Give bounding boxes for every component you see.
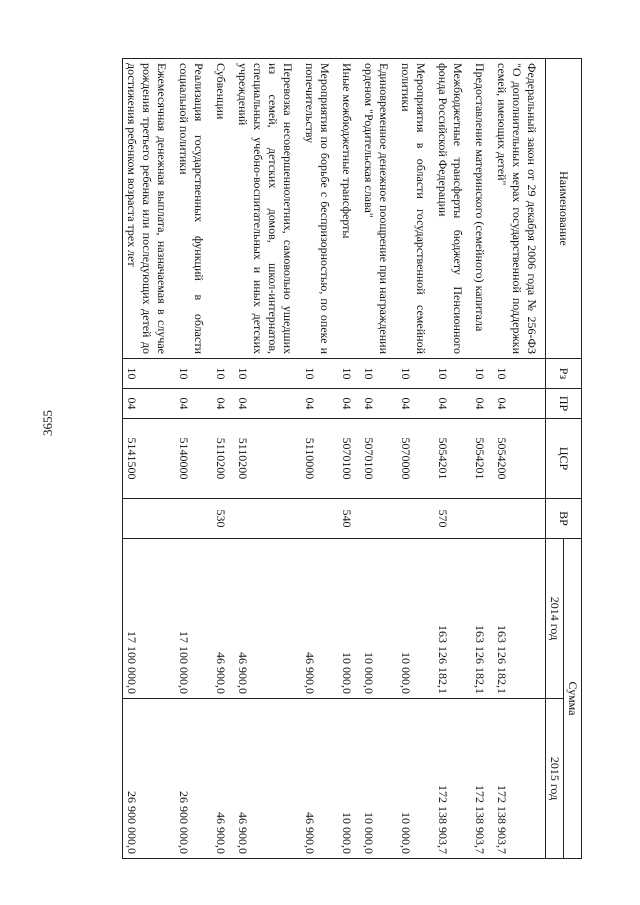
budget-table (122, 58, 582, 859)
row-pr: 04 (301, 389, 338, 419)
row-sum-2015: 172 138 903,7 (434, 699, 471, 859)
row-name: Мероприятия по борьбе с беспризорностью, по опеке и попечительству (301, 59, 338, 359)
header-pr: ПР (546, 389, 582, 419)
row-sum-2014: 163 126 182,1 (493, 539, 546, 699)
row-sum-2014: 17 100 000,0 (123, 539, 176, 699)
table-header (546, 59, 582, 859)
row-name: Иные межбюджетные трансферты (338, 59, 360, 359)
row-pr: 04 (212, 389, 234, 419)
row-sum-2015: 46 900,0 (212, 699, 234, 859)
row-sum-2015: 172 138 903,7 (493, 699, 546, 859)
row-sum-2014: 163 126 182,1 (434, 539, 471, 699)
header-sum: Сумма (564, 539, 582, 859)
table-row (434, 59, 471, 859)
table-row (471, 59, 493, 859)
row-rz: 10 (493, 359, 546, 389)
table-row (212, 59, 234, 859)
rotated-page (102, 58, 582, 858)
row-vr (471, 499, 493, 539)
row-name: Реализация государственных функций в области социальной политики (175, 59, 212, 359)
row-name: Перевозка несовершеннолетних, самовольно ушедших из семей, детских домов, школ-интернатов, специальных учебно-воспитательных и иных детских учреждений (234, 59, 301, 359)
header-csr: ЦСР (546, 419, 582, 499)
row-pr: 04 (338, 389, 360, 419)
row-name: Субвенции (212, 59, 234, 359)
row-sum-2015: 10 000,0 (338, 699, 360, 859)
table-row (338, 59, 360, 859)
header-rz: Рз (546, 359, 582, 389)
row-pr: 04 (493, 389, 546, 419)
row-sum-2015: 10 000,0 (360, 699, 397, 859)
row-vr: 530 (212, 499, 234, 539)
row-csr: 5054201 (471, 419, 493, 499)
table-body (123, 59, 546, 859)
row-rz: 10 (175, 359, 212, 389)
row-rz: 10 (234, 359, 301, 389)
table-row (175, 59, 212, 859)
table-row (301, 59, 338, 859)
row-rz: 10 (301, 359, 338, 389)
row-csr: 5110000 (301, 419, 338, 499)
row-vr (493, 499, 546, 539)
row-csr: 5070100 (338, 419, 360, 499)
row-rz: 10 (360, 359, 397, 389)
header-2014: 2014 год (546, 539, 564, 699)
row-csr: 5110200 (234, 419, 301, 499)
row-csr: 5070100 (360, 419, 397, 499)
row-pr: 04 (234, 389, 301, 419)
row-name: Федеральный закон от 29 декабря 2006 года № 256-ФЗ "О дополнительных мерах государственной поддержки семей, имеющих детей" (493, 59, 546, 359)
row-sum-2014: 46 900,0 (234, 539, 301, 699)
row-csr: 5054200 (493, 419, 546, 499)
header-2015: 2015 год (546, 699, 564, 859)
row-name: Ежемесячная денежная выплата, назначаемая в случае рождения третьего ребенка или последующих детей до достижения ребенком возраста трех лет (123, 59, 176, 359)
row-csr: 5110200 (212, 419, 234, 499)
row-sum-2014: 10 000,0 (397, 539, 434, 699)
row-sum-2015: 46 900,0 (234, 699, 301, 859)
row-csr: 5141500 (123, 419, 176, 499)
row-rz: 10 (471, 359, 493, 389)
row-rz: 10 (212, 359, 234, 389)
header-vr: ВР (546, 499, 582, 539)
row-sum-2014: 17 100 000,0 (175, 539, 212, 699)
table-row (360, 59, 397, 859)
row-vr (123, 499, 176, 539)
row-vr (301, 499, 338, 539)
row-sum-2015: 26 900 000,0 (123, 699, 176, 859)
row-pr: 04 (471, 389, 493, 419)
row-rz: 10 (123, 359, 176, 389)
row-vr (175, 499, 212, 539)
row-rz: 10 (397, 359, 434, 389)
row-name: Мероприятия в области государственной семейной политики (397, 59, 434, 359)
table-row (493, 59, 546, 859)
row-rz: 10 (338, 359, 360, 389)
row-pr: 04 (397, 389, 434, 419)
row-sum-2014: 46 900,0 (301, 539, 338, 699)
row-name: Межбюджетные трансферты бюджету Пенсионного фонда Российской Федерации (434, 59, 471, 359)
row-pr: 04 (360, 389, 397, 419)
row-sum-2014: 10 000,0 (338, 539, 360, 699)
row-pr: 04 (175, 389, 212, 419)
row-csr: 5054201 (434, 419, 471, 499)
row-vr: 570 (434, 499, 471, 539)
row-pr: 04 (434, 389, 471, 419)
row-sum-2015: 46 900,0 (301, 699, 338, 859)
row-vr (360, 499, 397, 539)
table-row (234, 59, 301, 859)
row-name: Предоставление материнского (семейного) капитала (471, 59, 493, 359)
row-rz: 10 (434, 359, 471, 389)
row-csr: 5140000 (175, 419, 212, 499)
row-name: Единовременное денежное поощрение при награждении орденом "Родительская слава" (360, 59, 397, 359)
row-sum-2015: 26 900 000,0 (175, 699, 212, 859)
page-number: 3655 (40, 410, 55, 436)
header-name: Наименование (546, 59, 582, 359)
row-sum-2014: 46 900,0 (212, 539, 234, 699)
table-row (123, 59, 176, 859)
row-pr: 04 (123, 389, 176, 419)
row-vr (397, 499, 434, 539)
row-vr: 540 (338, 499, 360, 539)
row-sum-2015: 172 138 903,7 (471, 699, 493, 859)
row-sum-2014: 163 126 182,1 (471, 539, 493, 699)
row-sum-2014: 10 000,0 (360, 539, 397, 699)
table-row (397, 59, 434, 859)
row-sum-2015: 10 000,0 (397, 699, 434, 859)
row-csr: 5070000 (397, 419, 434, 499)
row-vr (234, 499, 301, 539)
